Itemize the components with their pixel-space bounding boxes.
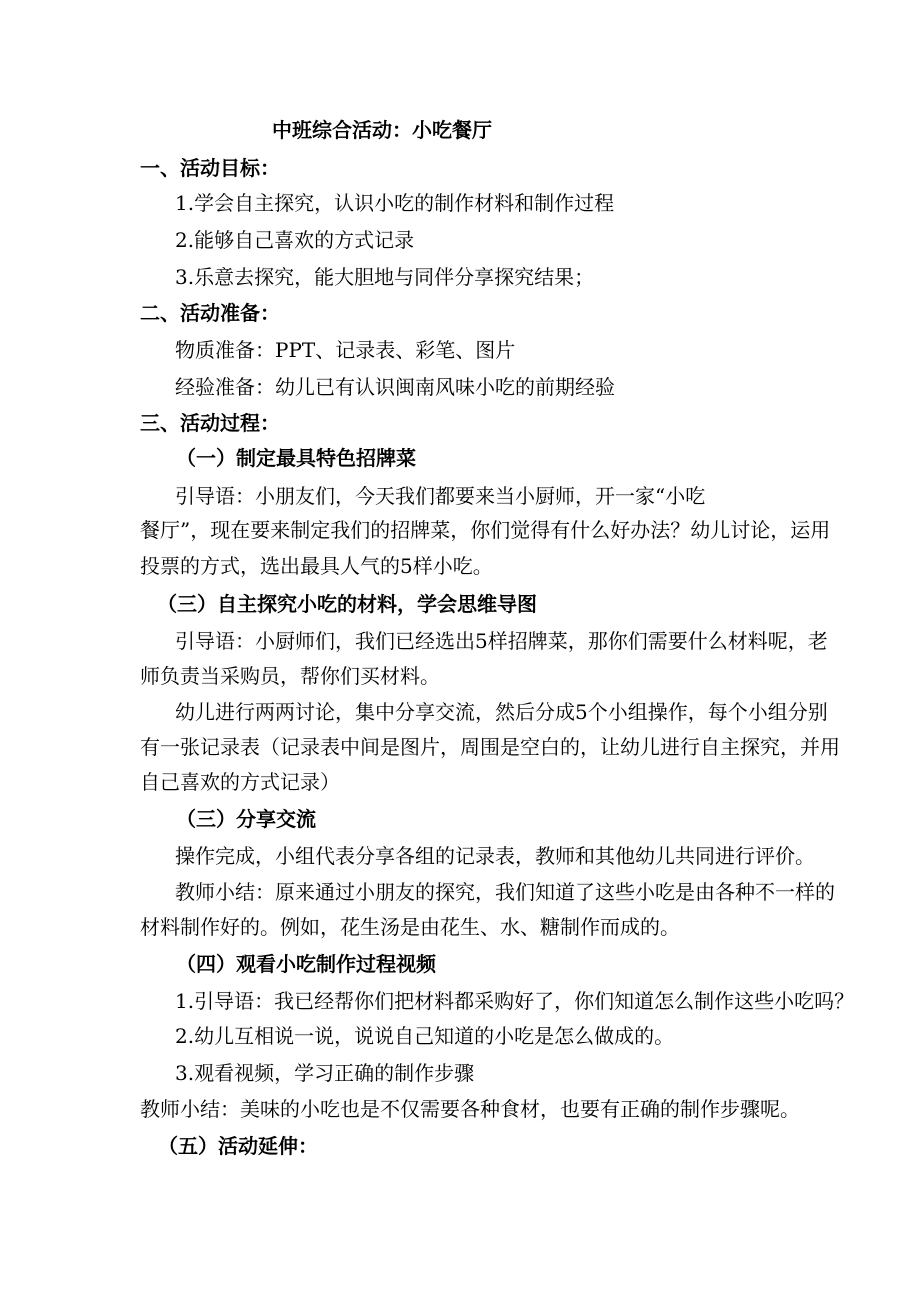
goals-heading: 一、活动目标：: [140, 156, 280, 180]
prep-heading: 二、活动准备：: [140, 301, 280, 325]
step2-line-4: 有一张记录表（记录表中间是图片，周围是空白的，让幼儿进行自主探究，并用: [140, 735, 840, 759]
step2-line-2: 师负责当采购员，帮你们买材料。: [140, 664, 440, 688]
prep-item-1: 物质准备：PPT、记录表、彩笔、图片: [175, 338, 516, 362]
prep-item-2: 经验准备：幼儿已有认识闽南风味小吃的前期经验: [175, 375, 615, 399]
goal-item-2: 2.能够自己喜欢的方式记录: [175, 228, 415, 252]
step5-heading: （五）活动延伸：: [158, 1134, 318, 1158]
goal-item-1: 1.学会自主探究，认识小吃的制作材料和制作过程: [175, 191, 615, 215]
step2-heading: （三）自主探究小吃的材料，学会思维导图: [157, 592, 537, 616]
step3-heading: （三）分享交流: [176, 807, 316, 831]
step3-line-1: 操作完成，小组代表分享各组的记录表，教师和其他幼儿共同进行评价。: [175, 844, 815, 868]
goal-item-3: 3.乐意去探究，能大胆地与同伴分享探究结果；: [175, 265, 595, 289]
step2-line-3: 幼儿进行两两讨论，集中分享交流，然后分成5个小组操作，每个小组分别: [175, 700, 828, 724]
step2-line-5: 自己喜欢的方式记录）: [140, 770, 340, 794]
step3-line-3: 材料制作好的。例如，花生汤是由花生、水、糖制作而成的。: [140, 915, 680, 939]
step4-heading: （四）观看小吃制作过程视频: [176, 952, 436, 976]
step4-line-2: 2.幼儿互相说一说，说说自己知道的小吃是怎么做成的。: [175, 1024, 675, 1048]
step4-line-3: 3.观看视频，学习正确的制作步骤: [175, 1061, 475, 1085]
document-title: 中班综合活动：小吃餐厅: [272, 118, 492, 142]
step1-line-3: 投票的方式，选出最具人气的5样小吃。: [140, 554, 493, 578]
step1-heading: （一）制定最具特色招牌菜: [176, 446, 416, 470]
step4-line-4: 教师小结：美味的小吃也是不仅需要各种食材，也要有正确的制作步骤呢。: [140, 1097, 800, 1121]
step4-line-1: 1.引导语：我已经帮你们把材料都采购好了，你们知道怎么制作这些小吃吗？: [175, 989, 855, 1013]
process-heading: 三、活动过程：: [140, 411, 280, 435]
step2-line-1: 引导语：小厨师们，我们已经选出5样招牌菜，那你们需要什么材料呢，老: [175, 629, 828, 653]
step1-line-1: 引导语：小朋友们，今天我们都要来当小厨师，开一家“小吃: [175, 484, 706, 508]
step1-line-2: 餐厅”，现在要来制定我们的招牌菜，你们觉得有什么好办法？幼儿讨论，运用: [140, 518, 831, 542]
step3-line-2: 教师小结：原来通过小朋友的探究，我们知道了这些小吃是由各种不一样的: [175, 880, 835, 904]
